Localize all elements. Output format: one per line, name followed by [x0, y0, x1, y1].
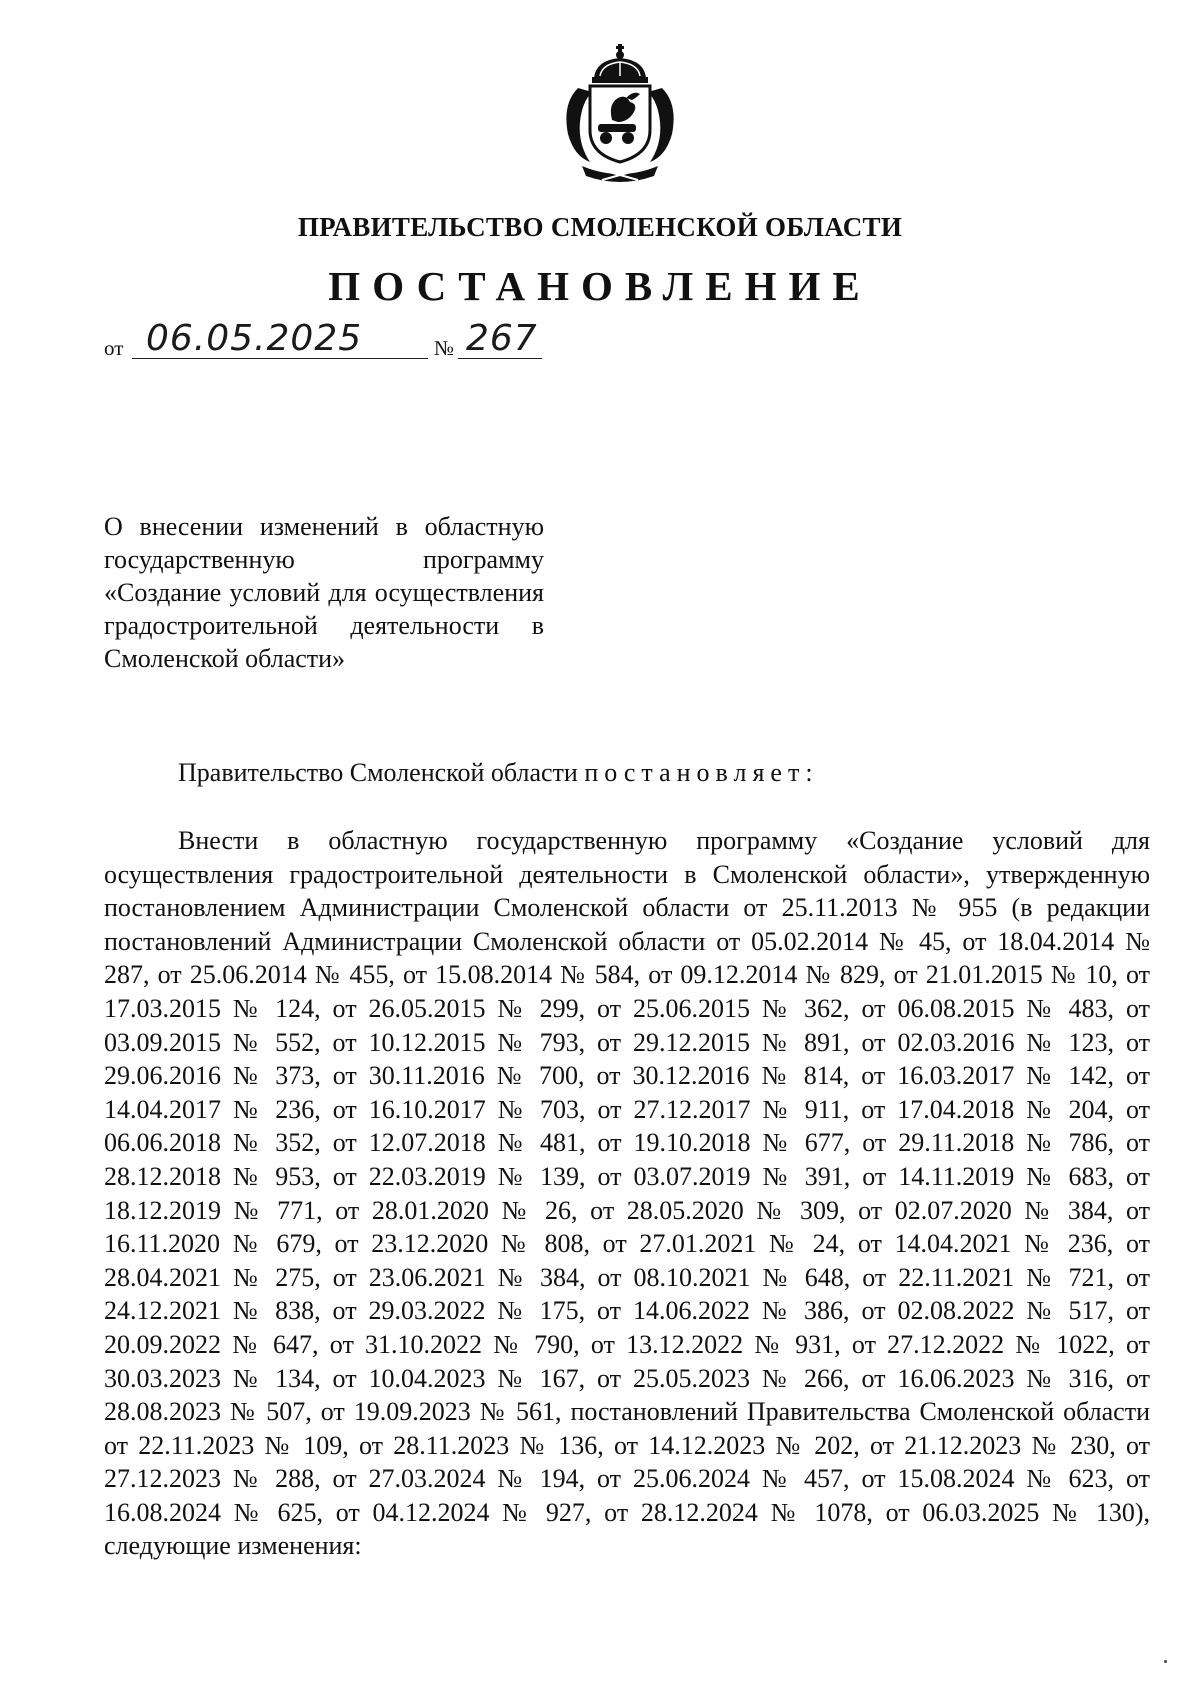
preamble-text: Правительство Смоленской области	[178, 758, 578, 787]
handwritten-number: 267	[466, 318, 538, 359]
number-label: №	[434, 336, 455, 360]
scan-speck	[1164, 1660, 1167, 1663]
body-paragraph: Внести в областную государственную программу «Создание условий для осуществления градостроительной деятельности в Смоленской области», утвержденную постановлением Администрации Смоленской области от 25.11.2013 № 955 (в редакции постановлений Администрации Смоленской области от 05.02.2014 № 45, от 18.04.2014 № 287, от 25.06.2014 № 455, от 15.08.2014 № 584, от 09.12.2014 № 829, от 21.01.2015 № 10, от 17.03.2015 № 124, от 26.05.2015 № 299, от 25.06.2015 № 362, от 06.08.2015 № 483, от 03.09.2015 № 552, от 10.12.2015 № 793, от 29.12.2015 № 891, от 02.03.2016 № 123, от 29.06.2016 № 373, от 30.11.2016 № 700, от 30.12.2016 № 814, от 16.03.2017 № 142, от 14.04.2017 № 236, от 16.10.2017 № 703, от 27.12.2017 № 911, от 17.04.2018 № 204, от 06.06.2018 № 352, от 12.07.2018 № 481, от 19.10.2018 № 677, от 29.11.2018 № 786, от 28.12.2018 № 953, от 22.03.2019 № 139, от 03.07.2019 № 391, от 14.11.2019 № 683, от 18.12.2019 № 771, от 28.01.2020 № 26, от 28.05.2020 № 309, от 02.07.2020 № 384, от 16.11.2020 № 679, от 23.12.2020 № 808, от 27.01.2021 № 24, от 14.04.2021 № 236, от 28.04.2021 № 275, от 23.06.2021 № 384, от 08.10.2021 № 648, от 22.11.2021 № 721, от 24.12.2021 № 838, от 29.03.2022 № 175, от 14.06.2022 № 386, от 02.08.2022 № 517, от 20.09.2022 № 647, от 31.10.2022 № 790, от 13.12.2022 № 931, от 27.12.2022 № 1022, от 30.03.2023 № 134, от 10.04.2023 № 167, от 25.05.2023 № 266, от 16.06.2023 № 316, от 28.08.2023 № 507, от 19.09.2023 № 561, постановлений Правительства Смоленской области от 22.11.2023 № 109, от 28.11.2023 № 136, от 14.12.2023 № 202, от 21.12.2023 № 230, от 27.12.2023 № 288, от 27.03.2024 № 194, от 25.06.2024 № 457, от 15.08.2024 № 623, от 16.08.2024 № 625, от 04.12.2024 № 927, от 28.12.2024 № 1078, от 06.03.2025 № 130), следующие изменения:	[104, 826, 1150, 1561]
preamble-resolves: постановляет:	[584, 758, 819, 787]
document-type-title: ПОСТАНОВЛЕНИЕ	[328, 263, 872, 309]
preamble	[178, 758, 819, 788]
organization-name: ПРАВИТЕЛЬСТВО СМОЛЕНСКОЙ ОБЛАСТИ	[297, 212, 903, 242]
handwritten-date: 06.05.2025	[146, 318, 363, 359]
from-label: от	[104, 336, 124, 360]
date-number-line	[104, 320, 544, 364]
coat-of-arms-emblem	[556, 44, 684, 184]
document-subject: О внесении изменений в областную государственную программу «Создание условий для осуществления градостроительной деятельности в Смоленской области»	[104, 512, 544, 673]
